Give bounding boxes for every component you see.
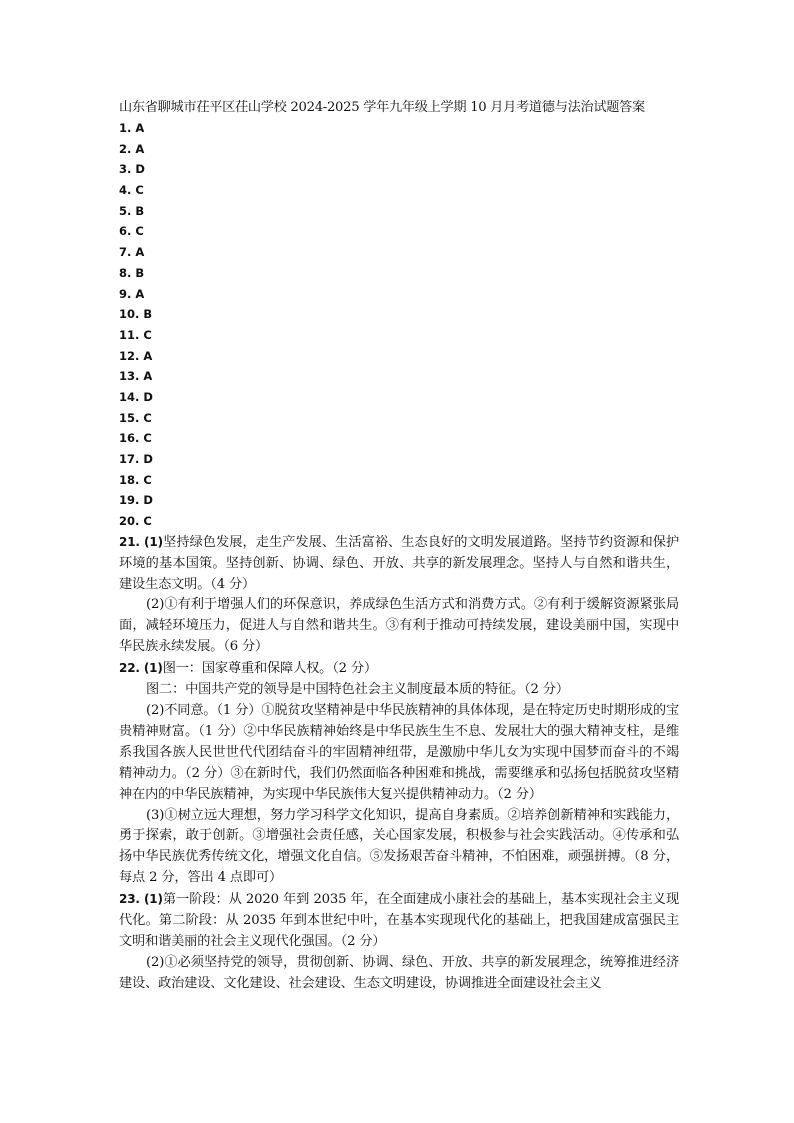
q22-part1 xyxy=(119,658,679,680)
answer-item: 4. C xyxy=(119,183,144,198)
answer-item: 13. A xyxy=(119,369,153,384)
q22-part3: (3)①树立远大理想，努力学习科学文化知识，提高自身素质。②培养创新精神和实践能力，勇于探索，敢于创新。③增强社会责任感，关心国家发展，积极参与社会实践活动。④传承和弘扬中华民族优秀传统文化，增强文化自信。⑤发扬艰苦奋斗精神，不怕困难，顽强拼搏。（8 分，每点 2 分，答出 4 点即可） xyxy=(119,807,679,886)
answer-item: 1. A xyxy=(119,121,145,135)
document-title: 山东省聊城市茌平区茌山学校 2024-2025 学年九年级上学期 10 月月考道德与法治试题答案 xyxy=(119,100,645,115)
answer-item: 20. C xyxy=(119,514,152,529)
q23-number: 23. (1) xyxy=(119,892,163,907)
answer-item: 16. C xyxy=(119,431,152,446)
answer-item: 7. A xyxy=(119,245,145,260)
answer-item: 2. A xyxy=(119,141,145,156)
q22-part1-text: 图一：国家尊重和保障人权。（2 分） xyxy=(162,661,377,677)
answer-item: 18. C xyxy=(119,472,152,487)
q22-part1-figure2: 图二：中国共产党的领导是中国特色社会主义制度最本质的特征。（2 分） xyxy=(146,682,569,698)
answer-item: 12. A xyxy=(119,348,153,363)
answer-item: 8. B xyxy=(119,265,145,280)
q21-part1-text: 坚持绿色发展，走生产发展、生活富裕、生态良好的文明发展道路。坚持节约资源和保护环境的基本国策。坚持创新、协调、绿色、开放、共享的新发展理念。坚持人与自然和谐共生，建设生态文明。（4 分） xyxy=(119,534,679,592)
q21-number: 21. (1) xyxy=(119,534,163,549)
answer-item: 14. D xyxy=(119,389,153,404)
q21-part2: (2)①有利于增强人们的环保意识，养成绿色生活方式和消费方式。②有利于缓解资源紧张局面，减轻环境压力，促进人与自然和谐共生。③有利于推动可持续发展，建设美丽中国，实现中华民族永续发展。（6 分） xyxy=(119,597,679,655)
answer-item: 19. D xyxy=(119,493,153,508)
q23-part1-text: 第一阶段：从 2020 年到 2035 年，在全面建成小康社会的基础上，基本实现社会主义现代化。第二阶段：从 2035 年到本世纪中叶，在基本实现现代化的基础上，把我国建成富强民主文明和谐美丽的社会主义现代化强国。（2 分） xyxy=(119,892,679,949)
q22-part2: (2)不同意。（1 分）①脱贫攻坚精神是中华民族精神的具体体现，是在特定历史时期形成的宝贵精神财富。（1 分）②中华民族精神始终是中华民族生生不息、发展壮大的强大精神支柱，是维系我国各族人民世世代代团结奋斗的牢固精神纽带，是激励中华儿女为实现中国梦而奋斗的不竭精神动力。（2 分）③在新时代，我们仍然面临各种困难和挑战，需要继承和弘扬包括脱贫攻坚精神在内的中华民族精神，为实现中华民族伟大复兴提供精神动力。（2 分） xyxy=(119,703,679,802)
answer-item: 11. C xyxy=(119,327,152,342)
q23-part1 xyxy=(119,889,679,953)
answer-item: 3. D xyxy=(119,162,145,177)
q23-part2: (2)①必须坚持党的领导，贯彻创新、协调、绿色、开放、共享的新发展理念，统筹推进经济建设、政治建设、文化建设、社会建设、生态文明建设，协调推进全面建设社会主义 xyxy=(119,954,679,991)
answer-item: 6. C xyxy=(119,224,144,239)
q22-number: 22. (1) xyxy=(119,661,163,676)
choice-answer-list xyxy=(119,118,679,532)
answer-document xyxy=(119,98,679,995)
answer-item: 10. B xyxy=(119,307,153,322)
answer-item: 15. C xyxy=(119,410,152,425)
q21-part1 xyxy=(119,532,679,596)
answer-item: 5. B xyxy=(119,203,145,218)
answer-item: 9. A xyxy=(119,286,145,301)
answer-item: 17. D xyxy=(119,452,153,466)
